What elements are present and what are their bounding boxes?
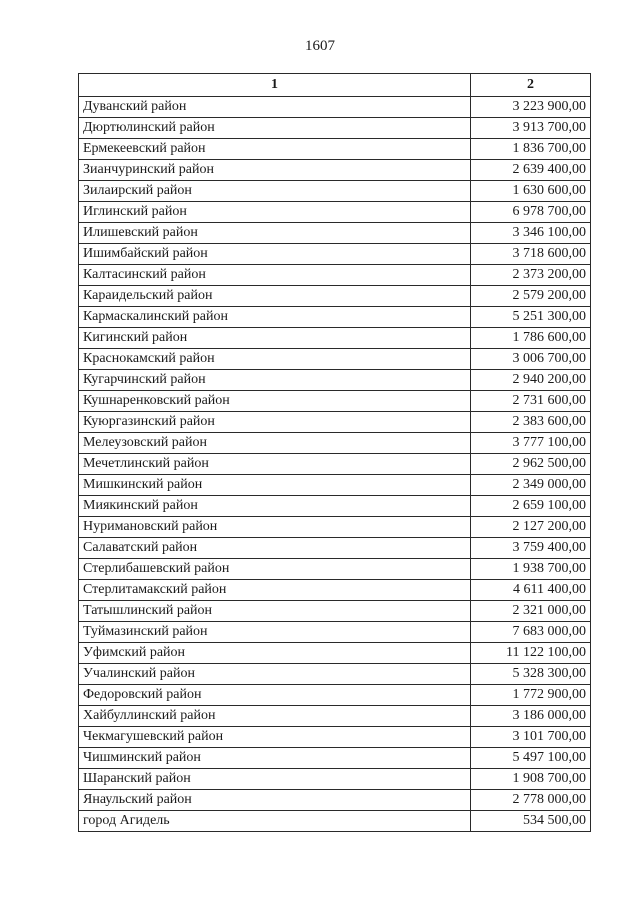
column-header-2: 2	[471, 74, 591, 97]
district-name-cell: Дуванский район	[79, 97, 471, 118]
amount-cell: 3 913 700,00	[471, 118, 591, 139]
district-name-cell: Стерлибашевский район	[79, 559, 471, 580]
table-row	[79, 349, 591, 370]
amount-cell: 2 962 500,00	[471, 454, 591, 475]
amount-cell: 534 500,00	[471, 811, 591, 832]
table-row	[79, 811, 591, 832]
district-name-cell: Уфимский район	[79, 643, 471, 664]
district-name-cell: Илишевский район	[79, 223, 471, 244]
district-name-cell: Стерлитамакский район	[79, 580, 471, 601]
table-header-row	[79, 74, 591, 97]
amount-cell: 2 731 600,00	[471, 391, 591, 412]
district-name-cell: Ишимбайский район	[79, 244, 471, 265]
district-name-cell: Миякинский район	[79, 496, 471, 517]
amount-cell: 3 777 100,00	[471, 433, 591, 454]
table-row	[79, 664, 591, 685]
amount-cell: 5 497 100,00	[471, 748, 591, 769]
district-name-cell: город Агидель	[79, 811, 471, 832]
amount-cell: 3 759 400,00	[471, 538, 591, 559]
amount-cell: 6 978 700,00	[471, 202, 591, 223]
amount-cell: 2 383 600,00	[471, 412, 591, 433]
table-row	[79, 118, 591, 139]
district-name-cell: Учалинский район	[79, 664, 471, 685]
amount-cell: 2 639 400,00	[471, 160, 591, 181]
table-row	[79, 97, 591, 118]
district-name-cell: Калтасинский район	[79, 265, 471, 286]
table-row	[79, 643, 591, 664]
table-row	[79, 244, 591, 265]
amount-cell: 5 251 300,00	[471, 307, 591, 328]
district-name-cell: Иглинский район	[79, 202, 471, 223]
district-name-cell: Чишминский район	[79, 748, 471, 769]
district-name-cell: Зилаирский район	[79, 181, 471, 202]
amount-cell: 1 836 700,00	[471, 139, 591, 160]
table-row	[79, 223, 591, 244]
column-header-1: 1	[79, 74, 471, 97]
table-row	[79, 181, 591, 202]
amount-cell: 1 772 900,00	[471, 685, 591, 706]
district-name-cell: Салаватский район	[79, 538, 471, 559]
table-row	[79, 454, 591, 475]
table-row	[79, 517, 591, 538]
table-row	[79, 412, 591, 433]
table-row	[79, 433, 591, 454]
amount-cell: 5 328 300,00	[471, 664, 591, 685]
table-row	[79, 727, 591, 748]
table-row	[79, 769, 591, 790]
amount-cell: 2 127 200,00	[471, 517, 591, 538]
table-row	[79, 328, 591, 349]
district-name-cell: Кугарчинский район	[79, 370, 471, 391]
amount-cell: 1 938 700,00	[471, 559, 591, 580]
table-row	[79, 601, 591, 622]
amount-cell: 3 186 000,00	[471, 706, 591, 727]
amount-cell: 1 630 600,00	[471, 181, 591, 202]
amount-cell: 2 579 200,00	[471, 286, 591, 307]
amount-cell: 2 321 000,00	[471, 601, 591, 622]
district-name-cell: Куюргазинский район	[79, 412, 471, 433]
amount-cell: 3 006 700,00	[471, 349, 591, 370]
district-name-cell: Хайбуллинский район	[79, 706, 471, 727]
district-name-cell: Татышлинский район	[79, 601, 471, 622]
table-row	[79, 307, 591, 328]
table-row	[79, 790, 591, 811]
district-name-cell: Мелеузовский район	[79, 433, 471, 454]
table-row	[79, 748, 591, 769]
amount-cell: 2 940 200,00	[471, 370, 591, 391]
district-allocation-table	[78, 73, 591, 832]
district-name-cell: Туймазинский район	[79, 622, 471, 643]
amount-cell: 3 346 100,00	[471, 223, 591, 244]
table-row	[79, 265, 591, 286]
district-name-cell: Мишкинский район	[79, 475, 471, 496]
district-name-cell: Кигинский район	[79, 328, 471, 349]
amount-cell: 2 349 000,00	[471, 475, 591, 496]
table-row	[79, 580, 591, 601]
amount-cell: 2 659 100,00	[471, 496, 591, 517]
page-number: 1607	[305, 38, 335, 54]
amount-cell: 3 101 700,00	[471, 727, 591, 748]
table-row	[79, 160, 591, 181]
table-row	[79, 496, 591, 517]
amount-cell: 3 718 600,00	[471, 244, 591, 265]
district-name-cell: Краснокамский район	[79, 349, 471, 370]
district-name-cell: Караидельский район	[79, 286, 471, 307]
amount-cell: 3 223 900,00	[471, 97, 591, 118]
amount-cell: 11 122 100,00	[471, 643, 591, 664]
district-name-cell: Нуримановский район	[79, 517, 471, 538]
district-name-cell: Ермекеевский район	[79, 139, 471, 160]
district-name-cell: Мечетлинский район	[79, 454, 471, 475]
table-row	[79, 475, 591, 496]
amount-cell: 2 373 200,00	[471, 265, 591, 286]
district-name-cell: Федоровский район	[79, 685, 471, 706]
table-row	[79, 538, 591, 559]
table-row	[79, 685, 591, 706]
amount-cell: 4 611 400,00	[471, 580, 591, 601]
table-row	[79, 370, 591, 391]
amount-cell: 1 908 700,00	[471, 769, 591, 790]
table-row	[79, 391, 591, 412]
district-name-cell: Шаранский район	[79, 769, 471, 790]
table-row	[79, 559, 591, 580]
table-row	[79, 139, 591, 160]
table-row	[79, 286, 591, 307]
district-name-cell: Кармаскалинский район	[79, 307, 471, 328]
district-name-cell: Зианчуринский район	[79, 160, 471, 181]
amount-cell: 7 683 000,00	[471, 622, 591, 643]
district-name-cell: Чекмагушевский район	[79, 727, 471, 748]
amount-cell: 1 786 600,00	[471, 328, 591, 349]
table-row	[79, 706, 591, 727]
district-name-cell: Янаульский район	[79, 790, 471, 811]
amount-cell: 2 778 000,00	[471, 790, 591, 811]
table-row	[79, 622, 591, 643]
district-name-cell: Кушнаренковский район	[79, 391, 471, 412]
district-name-cell: Дюртюлинский район	[79, 118, 471, 139]
table-row	[79, 202, 591, 223]
